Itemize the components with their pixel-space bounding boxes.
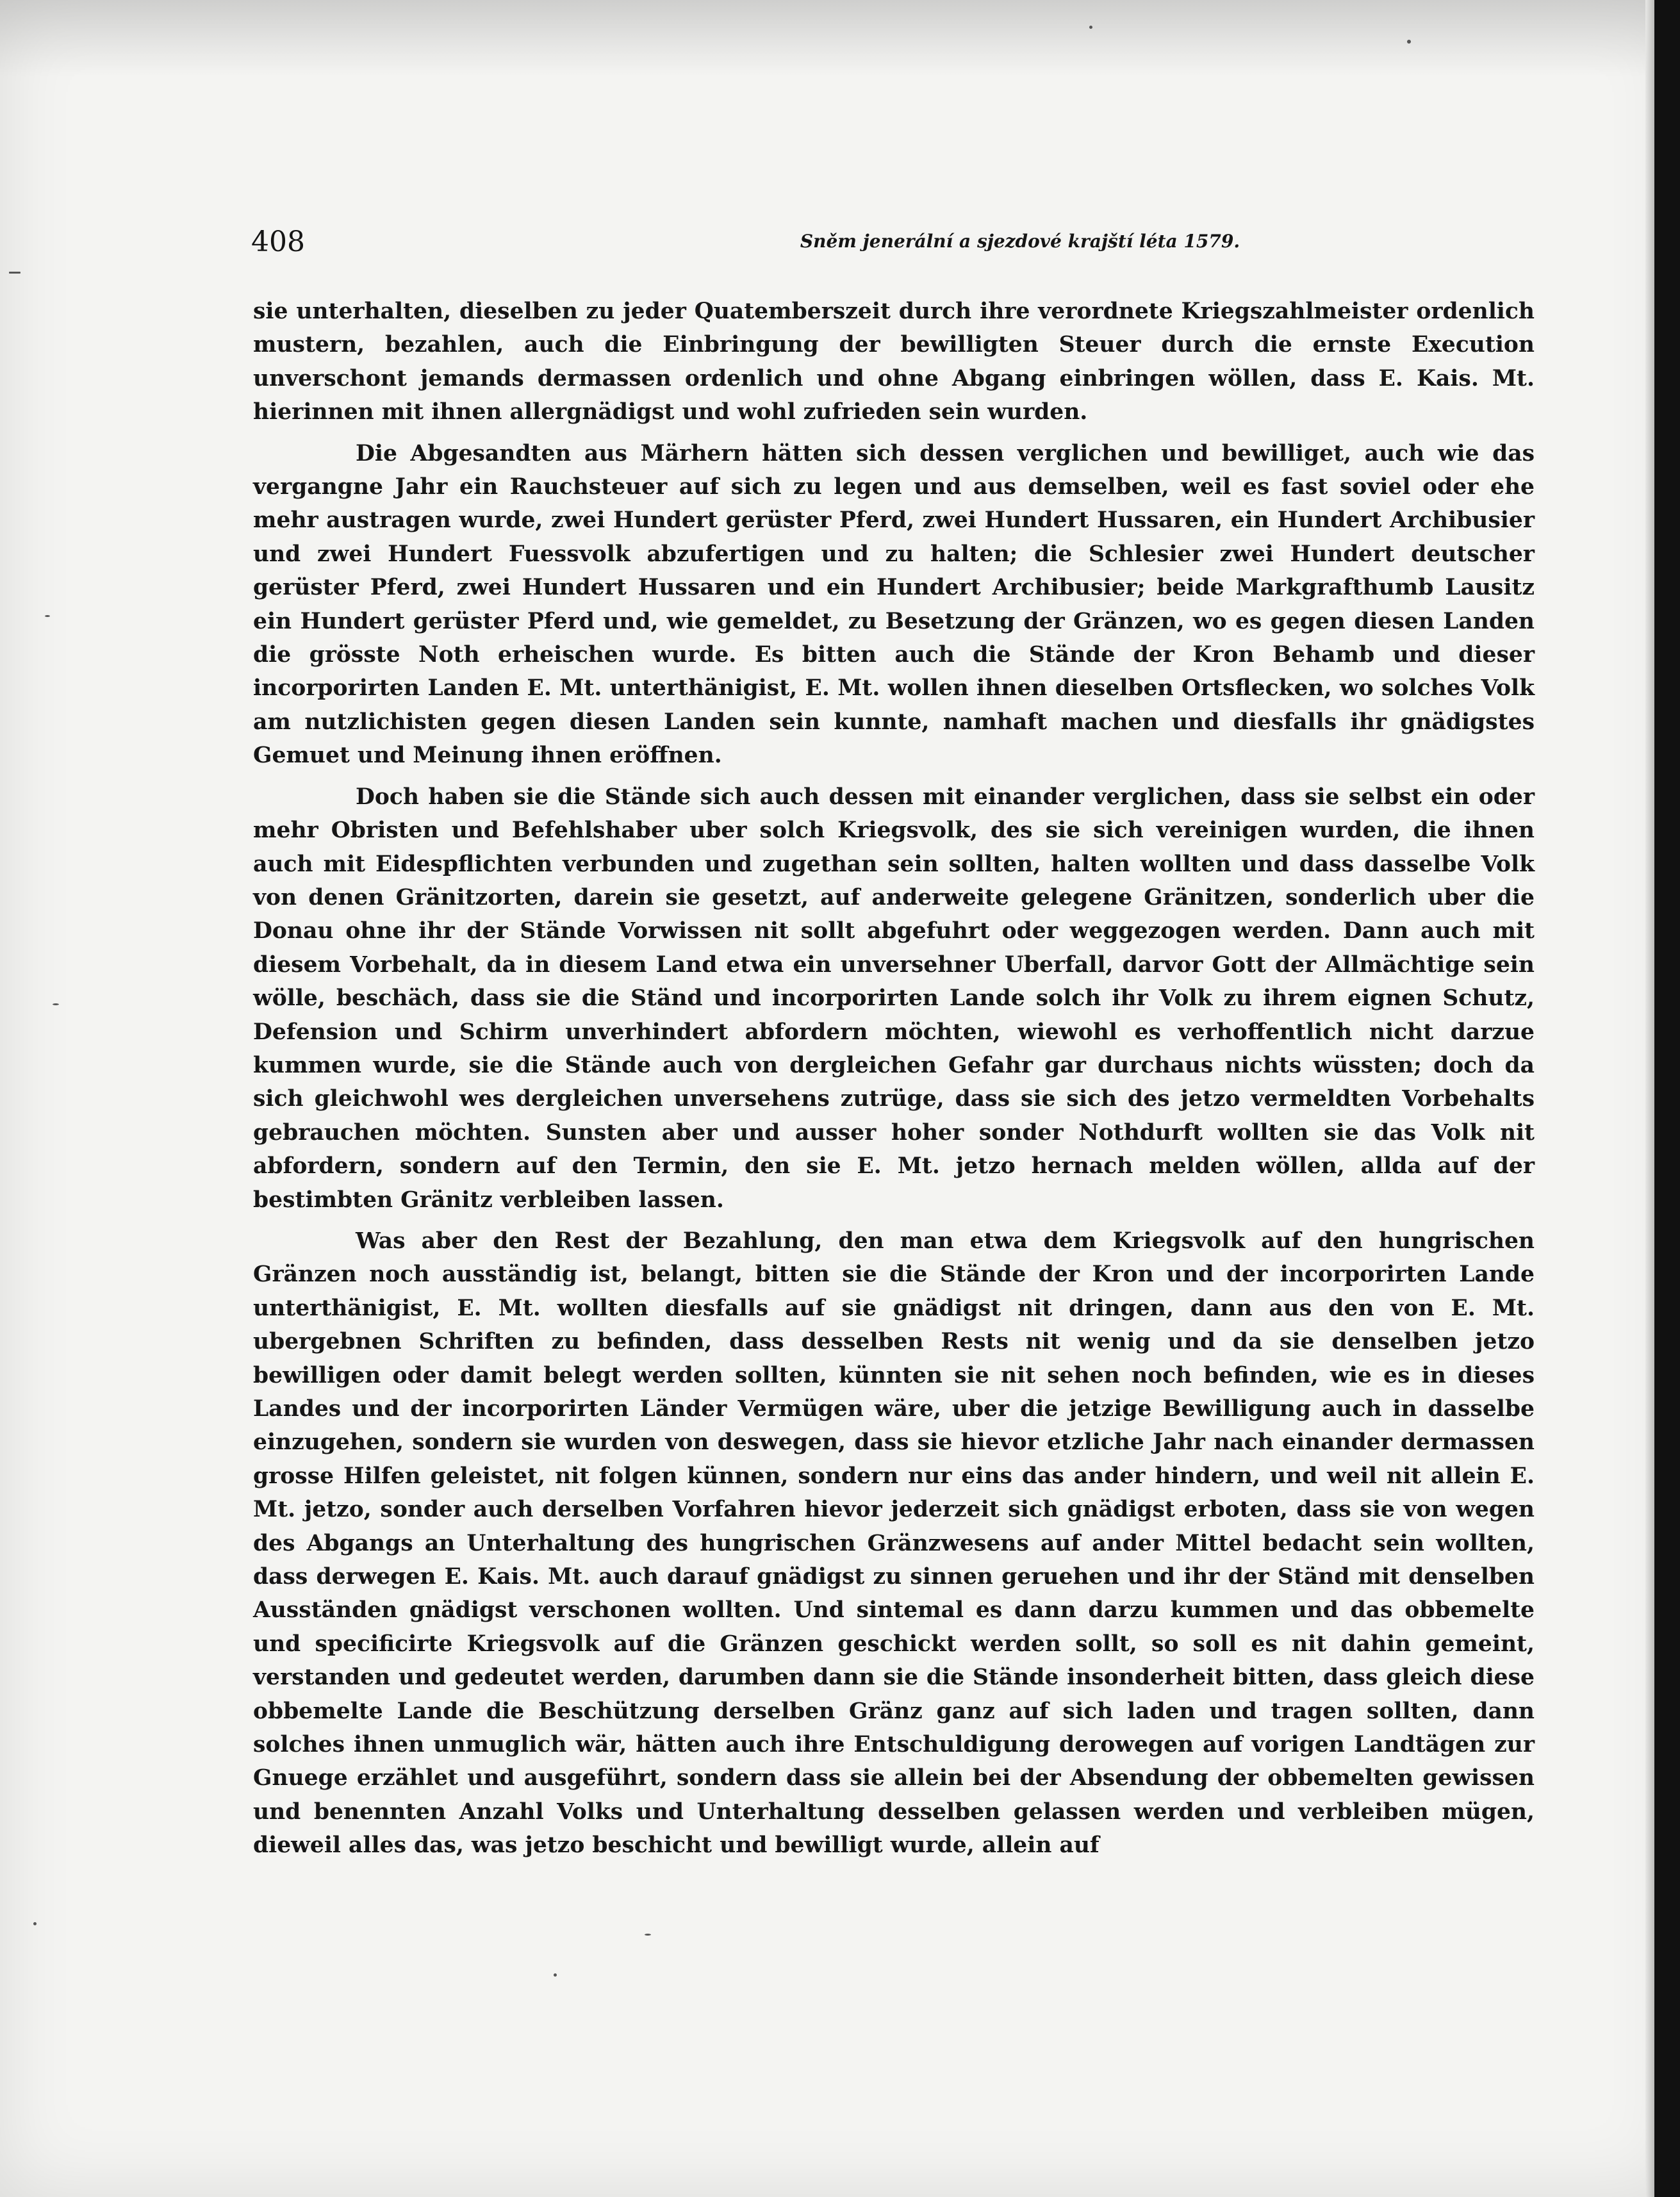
- body-text: [253, 295, 1535, 1870]
- scan-speck: [1089, 26, 1092, 29]
- scan-speck: [33, 1922, 37, 1925]
- page-edge-shade: [1645, 0, 1654, 2197]
- paragraph: Die Abgesandten aus Märhern hätten sich dessen verglichen und bewilliget, auch wie das vergangne Jahr ein Rauchsteuer auf sich zu legen und aus demselben, weil es fast soviel oder ehe mehr austragen wurde, zwei Hundert gerüster Pferd, zwei Hundert Hussaren, ein Hundert Archibusier und zwei Hundert Fuessvolk abzufertigen und zu halten; die Schlesier zwei Hundert deutscher gerüster Pferd, zwei Hundert Hussaren und ein Hundert Archibusier; beide Markgrafthumb Lausitz ein Hundert gerüster Pferd und, wie gemeldet, zu Besetzung der Gränzen, wo es gegen diesen Landen die grösste Noth erheischen wurde. Es bitten auch die Stände der Kron Behamb und dieser incorporirten Landen E. Mt. unterthänigist, E. Mt. wollen ihnen dieselben Ortsflecken, wo solches Volk am nutzlichisten gegen diesen Landen sein kunnte, namhaft machen und diesfalls ihr gnädigstes Gemuet und Meinung ihnen eröffnen.: [253, 440, 1535, 769]
- scan-speck: [554, 1973, 557, 1977]
- paragraph: sie unterhalten, dieselben zu jeder Quatemberszeit durch ihre verordnete Kriegszahlmeister ordenlich mustern, bezahlen, auch die Einbringung der bewilligten Steuer durch die ernste Execution unverschont jemands dermassen ordenlich und ohne Abgang einbringen wöllen, dass E. Kais. Mt. hierinnen mit ihnen allergnädigst und wohl zufrieden sein wurden.: [253, 299, 1535, 425]
- scan-speck: [645, 1934, 651, 1936]
- page-number: 408: [251, 226, 305, 258]
- scan-shadow-top: [0, 0, 1645, 77]
- scan-speck: [45, 615, 50, 617]
- running-title: Sněm jenerální a sjezdové krajští léta 1579.: [800, 231, 1240, 252]
- page-header: [251, 226, 1533, 264]
- scan-speck: [53, 1003, 59, 1005]
- scan-speck: [9, 272, 21, 274]
- scan-border-right: [1654, 0, 1680, 2197]
- paragraph: Was aber den Rest der Bezahlung, den man etwa dem Kriegsvolk auf den hungrischen Gränzen noch ausständig ist, belangt, bitten sie die Stände der Kron und der incorporirten Lande unterthänigist, E. Mt. wollten diesfalls auf sie gnädigst nit dringen, dann aus den von E. Mt. ubergebnen Schriften zu befinden, dass desselben Rests nit wenig und da sie denselben jetzo bewilligen oder damit belegt werden sollten, künnten sie nit sehen noch befinden, wie es in dieses Landes und der incorporirten Länder Vermügen wäre, uber die jetzige Bewilligung auch in dasselbe einzugehen, sondern sie wurden von deswegen, dass sie hievor etzliche Jahr nach einander dermassen grosse Hilfen geleistet, nit folgen künnen, sondern nur eins das ander hindern, und weil nit allein E. Mt. jetzo, sonder auch derselben Vorfahren hievor jederzeit sich gnädigst erboten, dass sie von wegen des Abgangs an Unterhaltung des hungrischen Gränzwesens auf ander Mittel bedacht sein wollten, dass derwegen E. Kais. Mt. auch darauf gnädigst zu sinnen geruehen und ihr der Ständ mit denselben Ausständen gnädigst verschonen wollten. Und sintemal es dann darzu kummen und das obbemelte und specificirte Kriegsvolk auf die Gränzen geschickt werden sollt, so soll es nit dahin gemeint, verstanden und gedeutet werden, darumben dann sie die Stände insonderheit bitten, dass gleich diese obbemelte Lande die Beschützung derselben Gränz ganz auf sich laden und tragen sollten, dann solches ihnen unmuglich wär, hätten auch ihre Entschuldigung derowegen auf vorigen Landtägen zur Gnuege erzählet und ausgeführt, sondern dass sie allein bei der Absendung der obbemelten gewissen und benennten Anzahl Volks und Unterhaltung desselben gelassen werden und verbleiben mügen, dieweil alles das, was jetzo beschicht und bewilligt wurde, allein auf: [253, 1228, 1535, 1859]
- paragraph: Doch haben sie die Stände sich auch dessen mit einander verglichen, dass sie selbst ein oder mehr Obristen und Befehlshaber uber solch Kriegsvolk, des sie sich vereinigen wurden, die ihnen auch mit Eidespflichten verbunden und zugethan sein sollten, halten wollten und dass dasselbe Volk von denen Gränitzorten, darein sie gesetzt, auf anderweite gelegene Gränitzen, sonderlich uber die Donau ohne ihr der Stände Vorwissen nit sollt abgefuhrt oder weggezogen werden. Dann auch mit diesem Vorbehalt, da in diesem Land etwa ein unversehner Uberfall, darvor Gott der Allmächtige sein wölle, beschäch, dass sie die Ständ und incorporirten Lande solch ihr Volk zu ihrem eignen Schutz, Defension und Schirm unverhindert abfordern möchten, wiewohl es verhoffentlich nicht darzue kummen wurde, sie die Stände auch von dergleichen Gefahr gar durchaus nichts wüssten; doch da sich gleichwohl wes dergleichen unversehens zutrüge, dass sie sich des jetzo vermeldten Vorbehalts gebrauchen möchten. Sunsten aber und ausser hoher sonder Nothdurft wollten sie das Volk nit abfordern, sondern auf den Termin, den sie E. Mt. jetzo hernach melden wöllen, allda auf der bestimbten Gränitz verbleiben lassen.: [253, 784, 1535, 1213]
- scan-speck: [1407, 40, 1411, 44]
